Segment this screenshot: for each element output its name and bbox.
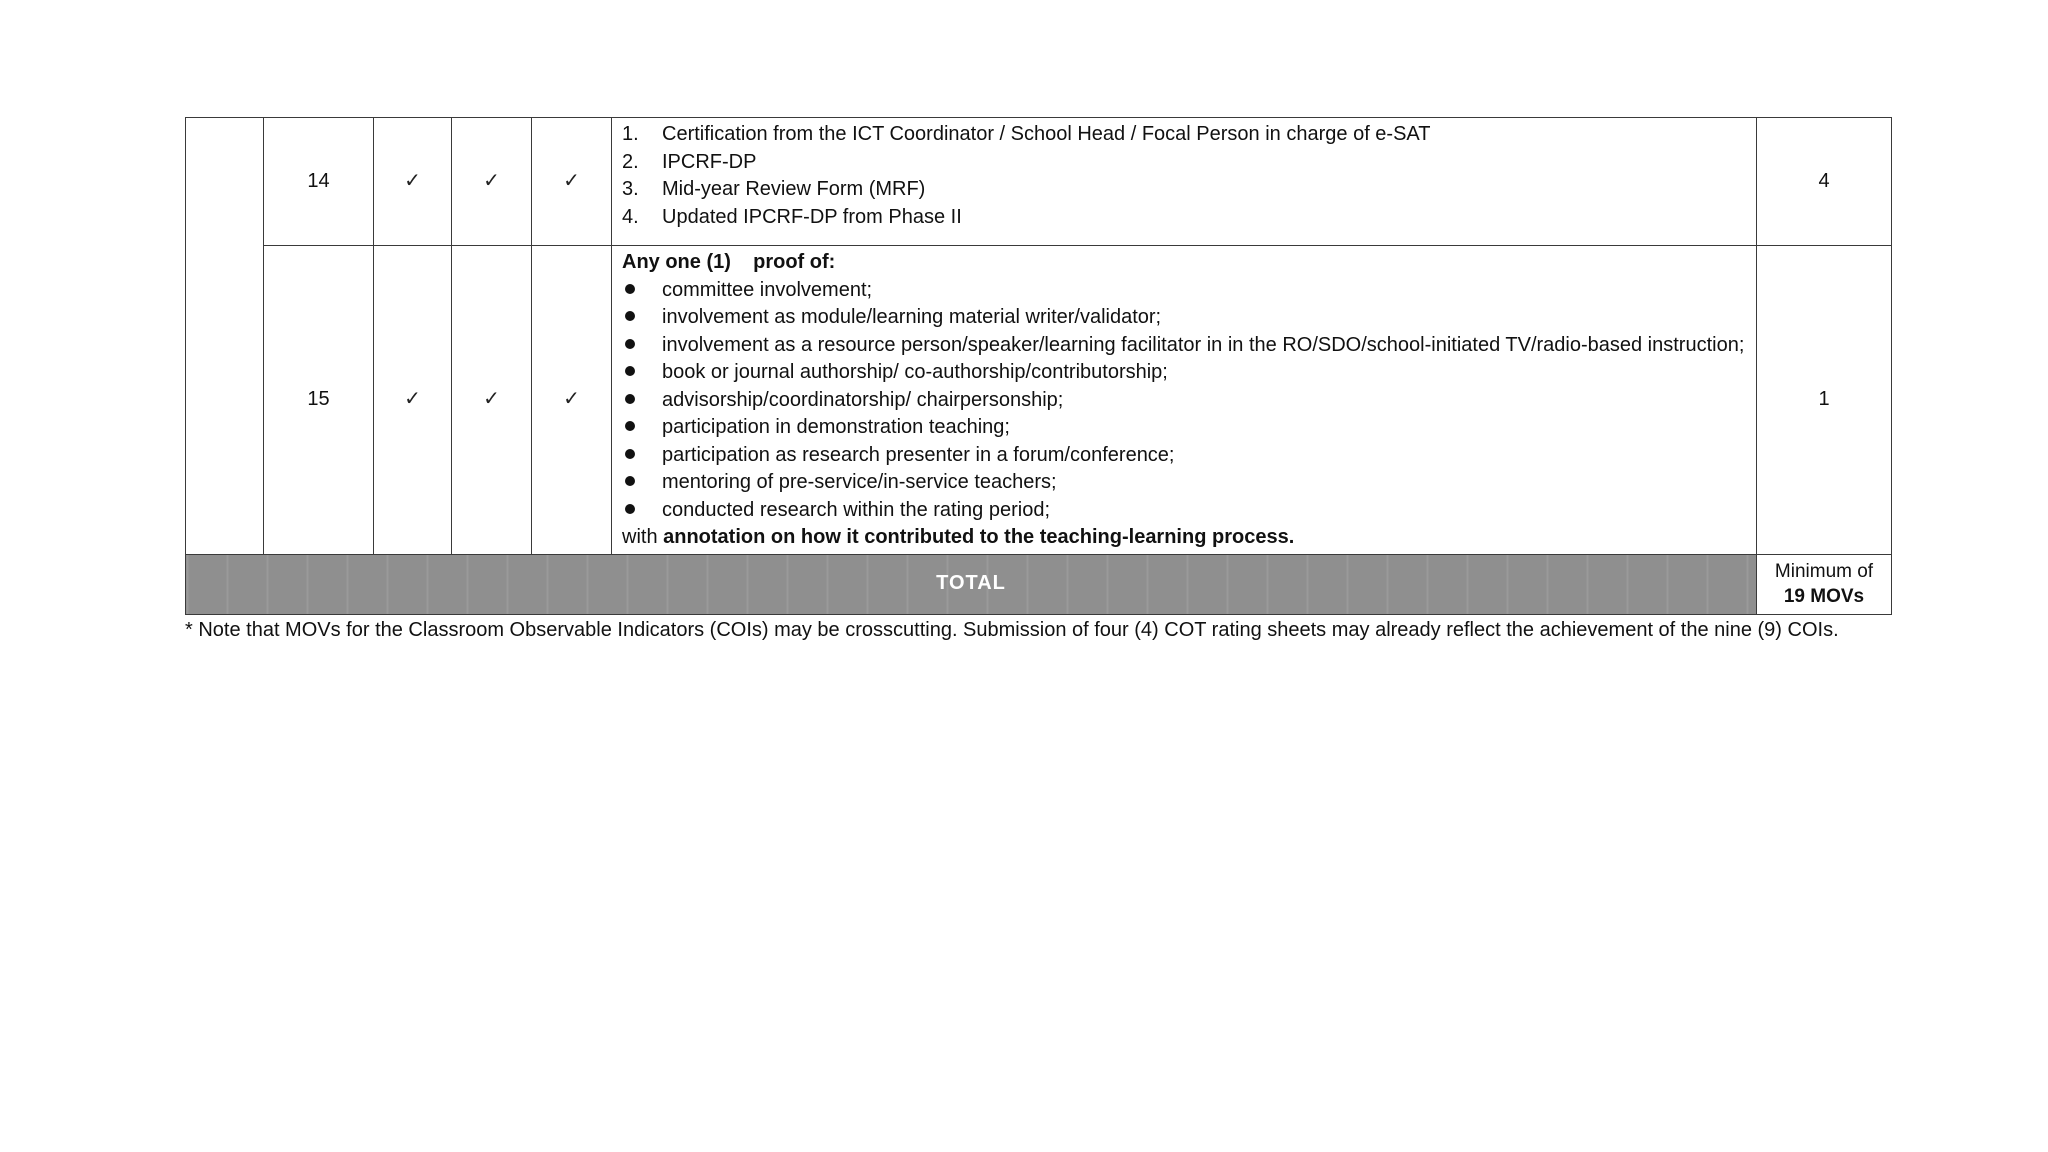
list-item-text: Updated IPCRF-DP from Phase II xyxy=(662,205,962,228)
check-mark: ✓ xyxy=(374,118,452,246)
list-item-number: 3. xyxy=(622,178,639,200)
total-label: TOTAL xyxy=(186,554,1757,614)
bullet-icon xyxy=(622,414,662,442)
list-item xyxy=(622,387,1746,415)
list-item-text: involvement as module/learning material writer/validator; xyxy=(662,306,1162,328)
bullet-icon xyxy=(622,387,662,415)
list-item-number: 1. xyxy=(622,123,639,145)
bullet-icon xyxy=(622,469,662,497)
list-item-text: IPCRF-DP xyxy=(662,150,757,173)
minimum-value: 19 MOVs xyxy=(1783,586,1865,607)
list-item xyxy=(622,149,1746,177)
list-item-text: conducted research within the rating period; xyxy=(662,498,1051,521)
list-item xyxy=(622,359,1746,387)
list-item-text: participation in demonstration teaching; xyxy=(662,416,1010,438)
check-mark: ✓ xyxy=(452,246,532,555)
list-item-text: mentoring of pre-service/in-service teachers; xyxy=(662,471,1057,493)
list-item-text: participation as research presenter in a forum/conference; xyxy=(662,443,1175,466)
mov-list-cell xyxy=(612,246,1757,555)
mov-count: 1 xyxy=(1757,246,1892,555)
list-item xyxy=(622,497,1746,525)
mov-count: 4 xyxy=(1757,118,1892,246)
list-item xyxy=(622,332,1746,360)
check-mark: ✓ xyxy=(532,246,612,555)
annotation-prefix: with xyxy=(622,526,664,548)
check-mark: ✓ xyxy=(532,118,612,246)
bullet-icon xyxy=(622,497,662,525)
list-item xyxy=(622,442,1746,470)
minimum-movs-cell xyxy=(1757,554,1892,614)
check-mark: ✓ xyxy=(452,118,532,246)
list-item-text: Mid-year Review Form (MRF) xyxy=(662,178,926,200)
list-item-number: 4. xyxy=(622,205,639,228)
bullet-icon xyxy=(622,304,662,332)
indicator-number: 14 xyxy=(264,118,374,246)
table-row xyxy=(186,246,1892,555)
bullet-icon xyxy=(622,442,662,470)
table-row xyxy=(186,118,1892,246)
bullet-icon xyxy=(622,277,662,305)
annotation-requirement xyxy=(622,524,1746,552)
list-item-text: advisorship/coordinatorship/ chairpersonship; xyxy=(662,388,1064,411)
list-item xyxy=(622,204,1746,232)
list-item xyxy=(622,469,1746,497)
proof-list xyxy=(622,277,1746,525)
list-item-text: Certification from the ICT Coordinator / School Head / Focal Person in charge of e-SAT xyxy=(662,123,1431,145)
mov-list xyxy=(622,121,1746,231)
annotation-text: annotation on how it contributed to the teaching-learning process. xyxy=(663,526,1295,548)
bullet-icon xyxy=(622,359,662,387)
mov-table xyxy=(185,117,1892,615)
bullet-icon xyxy=(622,332,662,360)
list-item-text: book or journal authorship/ co-authorship/contributorship; xyxy=(662,361,1168,383)
mov-list-cell xyxy=(612,118,1757,246)
check-mark: ✓ xyxy=(374,246,452,555)
list-item xyxy=(622,176,1746,204)
indicator-number: 15 xyxy=(264,246,374,555)
list-item xyxy=(622,121,1746,149)
minimum-prefix: Minimum of xyxy=(1774,561,1874,582)
list-item-text: involvement as a resource person/speaker/learning facilitator in in the RO/SDO/school-initiated TV/radio-based instruction; xyxy=(662,333,1745,356)
list-item xyxy=(622,277,1746,305)
list-item-text: committee involvement; xyxy=(662,278,873,301)
total-row xyxy=(186,554,1892,614)
list-item xyxy=(622,304,1746,332)
list-item xyxy=(622,414,1746,442)
proof-heading: Any one (1) proof of: xyxy=(622,251,836,273)
footnote: * Note that MOVs for the Classroom Observable Indicators (COIs) may be crosscutting. Submission of four (4) COT rating sheets may already reflect the achievement of the nine (9) COIs. xyxy=(185,619,1839,641)
blank-cell xyxy=(186,118,264,555)
list-item-number: 2. xyxy=(622,150,639,173)
